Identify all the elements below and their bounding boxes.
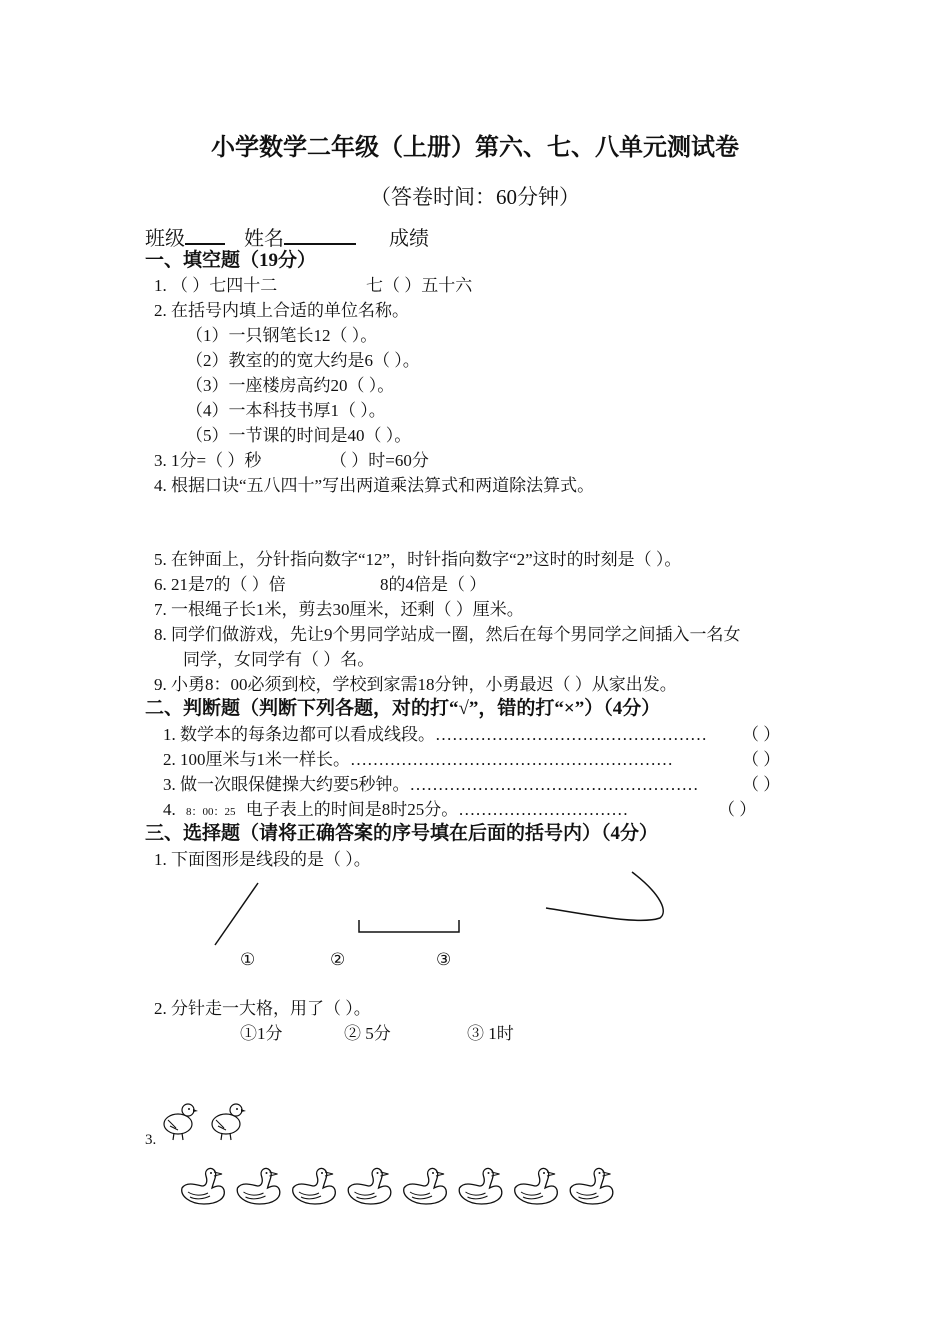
digital-clock-display: 8：00：25 [186, 806, 236, 818]
score-label: 成绩 [389, 228, 429, 250]
section3-heading: 三、选择题（请将正确答案的序号填在后面的括号内）（4分） [145, 823, 659, 844]
duck-icon [570, 1168, 613, 1204]
section2-heading: 二、判断题（判断下列各题，对的打“√”，错的打“×”）（4分） [145, 698, 661, 719]
judge-item-3: 3. 做一次眼保健操大约要5秒钟。…………………………………………… [163, 775, 699, 794]
q7-text: 7. 一根绳子长1米，剪去30厘米，还剩（ ）厘米。 [154, 600, 524, 619]
judge-answer-1[interactable]: （ ） [742, 725, 781, 744]
curve-figure [546, 872, 663, 920]
q8-text-continued: 同学，女同学有（ ）名。 [183, 650, 375, 669]
page-title: 小学数学二年级（上册）第六、七、八单元测试卷 [211, 135, 739, 161]
class-label: 班级 [145, 228, 185, 250]
duck-icon [404, 1168, 447, 1204]
judge-item-2: 2. 100厘米与1米一样长。………………………………………………… [163, 750, 673, 769]
q2-item: （1）一只钢笔长12（ ）。 [186, 326, 378, 345]
section1-heading: 一、填空题（19分） [145, 250, 317, 271]
duck-icon [515, 1168, 558, 1204]
duck-icon [348, 1168, 391, 1204]
choice-q2-option-3: ③ 1时 [467, 1024, 514, 1043]
q3-part-b: （ ）时=60分 [330, 451, 429, 470]
choice-q1-option-2: ② [330, 950, 346, 969]
straight-segment-figure [215, 883, 258, 945]
choice-q1-text: 1. 下面图形是线段的是（ ）。 [154, 850, 371, 869]
q9-text: 9. 小勇8：00必须到校，学校到家需18分钟，小勇最迟（ ）从家出发。 [154, 675, 677, 694]
q5-text: 5. 在钟面上，分针指向数字“12”，时针指向数字“2”这时的时刻是（ ）。 [154, 550, 682, 569]
choice-q2-option-2: ② 5分 [344, 1024, 391, 1043]
q8-text: 8. 同学们做游戏，先让9个男同学站成一圈，然后在每个男同学之间插入一名女 [154, 625, 741, 644]
duck-icon [237, 1168, 280, 1204]
q1-part-a: 1. （ ）七四十二 [154, 276, 278, 295]
q3-part-a: 3. 1分=（ ）秒 [154, 451, 262, 470]
q2-item: （4）一本科技书厚1（ ）。 [186, 401, 386, 420]
judge-item-4-number: 4. [163, 800, 176, 819]
q4-text: 4. 根据口诀“五八四十”写出两道乘法算式和两道除法算式。 [154, 476, 595, 495]
q6-part-b: 8的4倍是（ ） [380, 575, 487, 594]
q2-item: （5）一节课的时间是40（ ）。 [186, 426, 412, 445]
duck-row [182, 1168, 613, 1204]
duck-icon [293, 1168, 336, 1204]
choice-q1-option-3: ③ [436, 950, 452, 969]
judge-item-4-text: 电子表上的时间是8时25分。………………………… [245, 800, 629, 819]
q2-item: （3）一座楼房高约20（ ）。 [186, 376, 395, 395]
bracket-figure [359, 920, 459, 932]
judge-answer-4[interactable]: （ ） [718, 800, 757, 819]
choice-q1-option-1: ① [240, 950, 256, 969]
choice-q2-option-1: ①1分 [240, 1024, 283, 1043]
chick-icon [212, 1104, 246, 1140]
q6-part-a: 6. 21是7的（ ）倍 [154, 575, 286, 594]
choice-q2-text: 2. 分针走一大格，用了（ ）。 [154, 999, 371, 1018]
q1-part-b: 七（ ）五十六 [366, 276, 473, 295]
judge-answer-3[interactable]: （ ） [742, 775, 781, 794]
chick-icon [164, 1104, 198, 1140]
name-label: 姓名 [244, 228, 284, 250]
judge-item-1: 1. 数学本的每条边都可以看成线段。………………………………………… [163, 725, 707, 744]
duck-icon [182, 1168, 225, 1204]
judge-answer-2[interactable]: （ ） [742, 750, 781, 769]
duck-icon [459, 1168, 502, 1204]
page-subtitle: （答卷时间：60分钟） [370, 185, 580, 209]
q2-text: 2. 在括号内填上合适的单位名称。 [154, 301, 409, 320]
choice-q3-number: 3. [145, 1132, 157, 1148]
q2-item: （2）教室的的宽大约是6（ ）。 [186, 351, 420, 370]
